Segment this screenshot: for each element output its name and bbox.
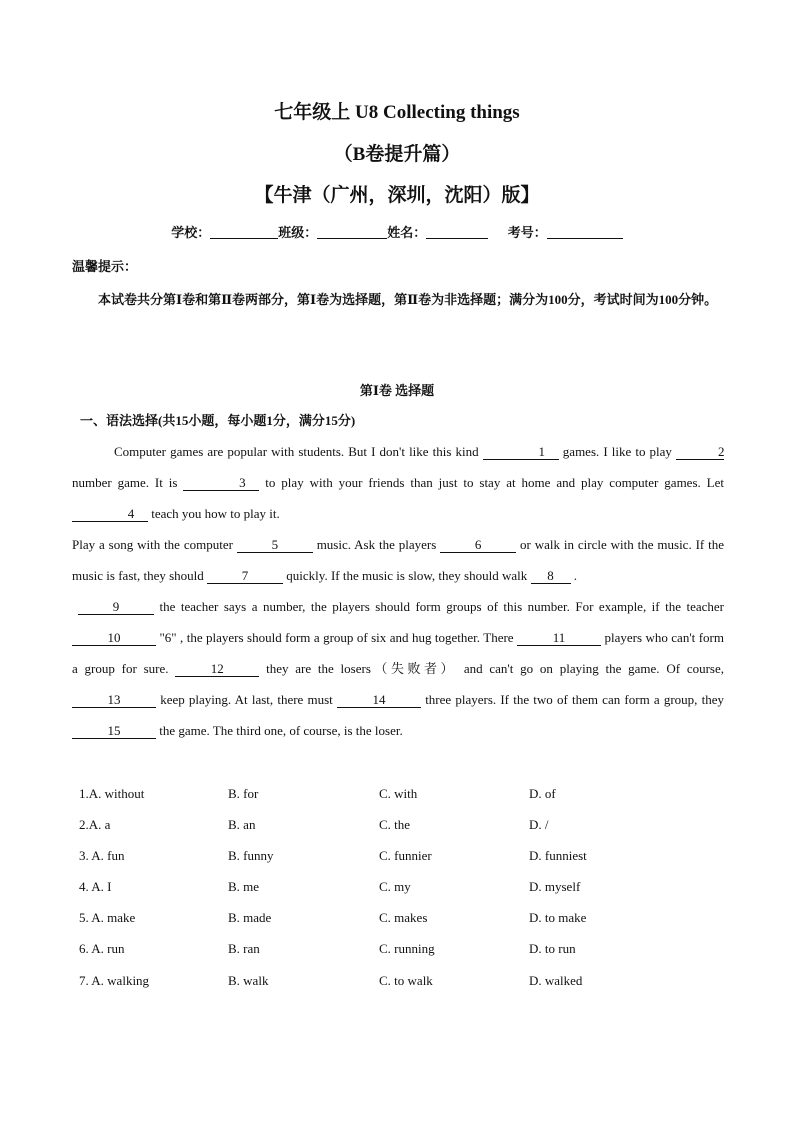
section-title: 第Ⅰ卷 选择题 xyxy=(359,383,435,398)
option-b: B. made xyxy=(228,910,272,926)
blank-3: 3 xyxy=(183,475,259,491)
blank-10: 10 xyxy=(72,630,156,646)
cloze-passage xyxy=(72,436,724,746)
passage-text: or walk in circle with the music. If the music is fast, they should xyxy=(72,537,724,583)
option-b: B. walk xyxy=(228,972,269,988)
option-b: B. for xyxy=(228,786,259,801)
option-row xyxy=(79,910,719,941)
option-c: C. the xyxy=(379,817,411,833)
school-label: 学校： xyxy=(171,225,211,240)
option-c: C. with xyxy=(379,786,418,801)
option-b: B. an xyxy=(228,817,256,833)
blank-11: 11 xyxy=(517,630,601,646)
option-d: D. myself xyxy=(529,879,581,895)
option-b: B. ran xyxy=(228,941,260,957)
option-row xyxy=(79,941,719,972)
name-blank xyxy=(426,225,488,239)
class-label: 班级： xyxy=(278,225,318,240)
blank-6: 6 xyxy=(440,537,516,553)
blank-2: 2 xyxy=(676,444,724,460)
option-d: D. to make xyxy=(529,910,587,926)
class-blank xyxy=(317,225,387,239)
blank-7: 7 xyxy=(207,568,283,584)
passage-text: Computer games are popular with students. But I don't like this kind xyxy=(114,444,483,459)
passage-text: the teacher says a number, the players should form groups of this number. For example, if the teacher xyxy=(154,599,724,614)
blank-4: 4 xyxy=(72,506,148,522)
number-label: 考号： xyxy=(507,225,547,240)
passage-paragraph-3 xyxy=(72,591,724,746)
school-blank xyxy=(210,225,278,239)
passage-text: three players. If the two of them can form a group, they xyxy=(421,692,724,707)
option-row xyxy=(79,848,719,879)
blank-14: 14 xyxy=(337,692,421,708)
option-d: D. / xyxy=(529,817,549,833)
blank-15: 15 xyxy=(72,723,156,739)
passage-paragraph-2 xyxy=(72,529,724,591)
passage-text: players who can't form a group for sure. xyxy=(72,630,724,676)
part-one-title: 一、语法选择(共15小题，每小题1分，满分15分) xyxy=(80,413,356,428)
option-c: C. makes xyxy=(379,910,428,926)
option-c: C. to walk xyxy=(379,972,433,988)
option-c: C. my xyxy=(379,879,411,895)
passage-text: games. I like to play xyxy=(558,444,676,459)
passage-text: number game. It is xyxy=(72,475,184,490)
passage-text: to play with your friends than just to stay at home and play computer games. Let xyxy=(259,475,724,490)
option-a: 2.A. a xyxy=(79,817,111,833)
option-c: C. funnier xyxy=(379,848,432,864)
name-label: 姓名： xyxy=(387,225,427,240)
passage-text: teach you how to play it. xyxy=(148,506,280,521)
option-row xyxy=(79,973,719,1004)
blank-13: 13 xyxy=(72,692,156,708)
passage-text: they are the losers（失败者） and can't go on playing the game. Of course, xyxy=(259,661,725,676)
student-info-line xyxy=(0,222,794,241)
option-row xyxy=(79,786,719,817)
passage-text: the game. The third one, of course, is the loser. xyxy=(156,723,403,738)
option-d: D. funniest xyxy=(529,848,587,864)
passage-text: . xyxy=(570,568,577,583)
passage-text: "6" , the players should form a group of six and hug together. There xyxy=(156,630,518,645)
tips-text: 本试卷共分第Ⅰ卷和第Ⅱ卷两部分，第Ⅰ卷为选择题，第Ⅱ卷为非选择题；满分为100分，考试时间为100分钟。 xyxy=(98,292,718,307)
exam-edition: 【牛津（广州，深圳，沈阳）版】 xyxy=(254,185,540,206)
option-a: 7. A. walking xyxy=(79,972,150,988)
passage-text: music. Ask the players xyxy=(312,537,441,552)
blank-9: 9 xyxy=(78,599,154,615)
option-b: B. me xyxy=(228,879,260,895)
tips-heading: 温馨提示： xyxy=(72,259,138,274)
option-d: D. to run xyxy=(529,941,576,957)
exam-subtitle: （B卷提升篇） xyxy=(333,144,461,165)
passage-text: quickly. If the music is slow, they should walk xyxy=(283,568,531,583)
option-row xyxy=(79,817,719,848)
option-c: C. running xyxy=(379,941,435,957)
option-a: 5. A. make xyxy=(79,910,136,926)
exam-title: 七年级上 U8 Collecting things xyxy=(274,102,520,123)
answer-options xyxy=(79,786,719,1004)
option-b: B. funny xyxy=(228,848,274,864)
passage-text: Play a song with the computer xyxy=(72,537,237,552)
option-a: 4. A. I xyxy=(79,879,112,895)
blank-12: 12 xyxy=(175,661,259,677)
option-a: 6. A. run xyxy=(79,941,125,957)
option-d: D. walked xyxy=(529,972,583,988)
option-a: 3. A. fun xyxy=(79,848,125,864)
blank-8: 8 xyxy=(531,568,571,584)
passage-paragraph-1 xyxy=(72,436,724,529)
option-d: D. of xyxy=(529,786,556,801)
option-row xyxy=(79,879,719,910)
blank-5: 5 xyxy=(237,537,313,553)
passage-text: keep playing. At last, there must xyxy=(156,692,337,707)
option-a: 1.A. without xyxy=(79,786,145,801)
number-blank xyxy=(547,225,623,239)
blank-1: 1 xyxy=(483,444,559,460)
